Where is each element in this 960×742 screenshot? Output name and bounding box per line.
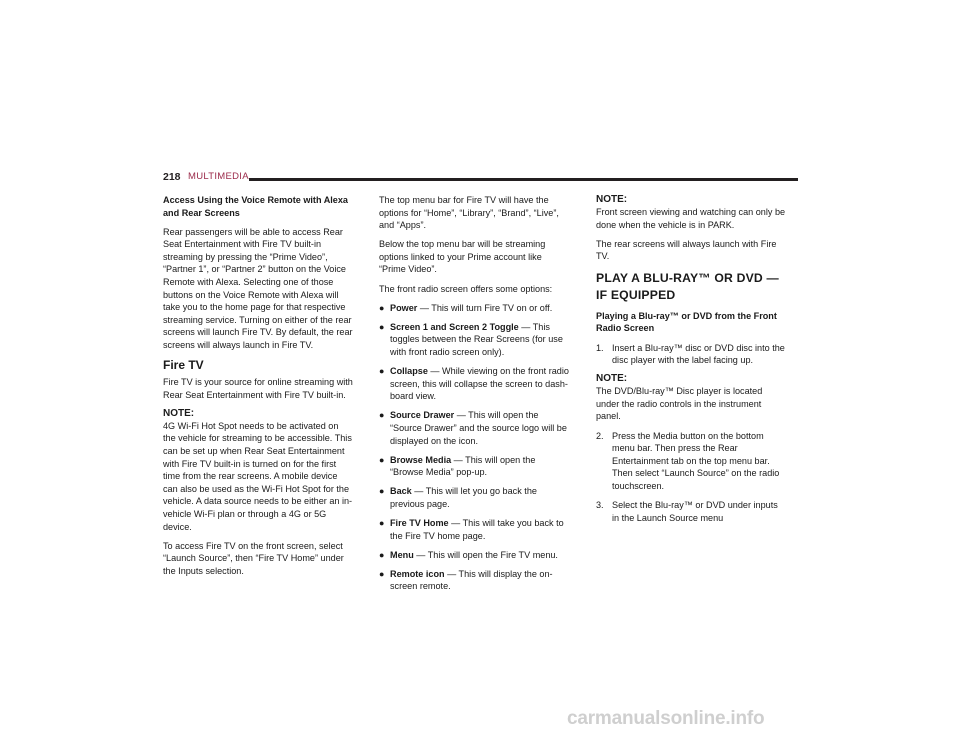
section-title: MULTIMEDIA — [188, 171, 249, 182]
step-item — [596, 499, 786, 524]
list-item-term: Collapse — [390, 366, 428, 377]
list-item-desc: — This will let you go back the previous page. — [390, 486, 537, 509]
step-text: Insert a Blu-ray™ disc or DVD disc into the disc player with the label facing up. — [612, 342, 785, 366]
bullet-icon: ● — [379, 454, 385, 465]
list-item — [379, 321, 569, 359]
list-item-term: Back — [390, 486, 412, 497]
note-text: The DVD/Blu-ray™ Disc player is located under the radio controls in the instrument panel. — [596, 386, 763, 422]
list-item-desc: — This will open the “Browse Media” pop-up. — [390, 454, 536, 478]
list-item-desc: — This toggles between the Rear Screens (for use with front radio screen only). — [390, 321, 563, 357]
list-item-term: Remote icon — [390, 568, 445, 579]
paragraph: To access Fire TV on the front screen, select “Launch Source”, then “Fire TV Home” under the Inputs selection. — [163, 540, 344, 576]
paragraph: Fire TV is your source for online streaming with Rear Seat Entertainment with Fire TV built-in. — [163, 377, 353, 400]
subsection-heading: Playing a Blu-ray™ or DVD from the Front Radio Screen — [596, 310, 777, 334]
column-right — [596, 194, 786, 531]
heading-line-1: PLAY A BLU-RAY™ OR DVD — — [596, 270, 779, 285]
step-number: 1. — [596, 342, 604, 353]
list-item — [379, 517, 569, 542]
list-item-term: Source Drawer — [390, 410, 455, 421]
subsection-heading: Access Using the Voice Remote with Alexa and Rear Screens — [163, 195, 348, 218]
list-item-desc: — This will open the Fire TV menu. — [413, 549, 558, 560]
note-text: 4G Wi-Fi Hot Spot needs to be activated on the vehicle for streaming to be accessible. This can be set up when Rear Seat Entertainment with Fire TV built-in is turned on for the first time from the rear screens. A mobile device can also be used as the Wi-Fi Hot Spot for the vehicle. A data source needs to be either an in-vehicle Wi-Fi plan or through a 4G or 5G device. — [163, 420, 353, 532]
list-item-desc: — While viewing on the front radio screen, this will collapse the screen to dash-board view. — [390, 366, 569, 402]
watermark-text: carmanualsonline.info — [567, 708, 765, 729]
paragraph: The front radio screen offers some options: — [379, 283, 553, 294]
step-item — [596, 430, 786, 493]
note-label: NOTE: — [596, 194, 628, 205]
step-text: Press the Media button on the bottom menu bar. Then press the Rear Entertainment tab on the top menu bar. Then select “Launch Source” on the radio touchscreen. — [612, 430, 780, 491]
paragraph: The top menu bar for Fire TV will have the options for “Home”, “Library”, “Brand”, “Live”, and “Apps”. — [379, 195, 559, 231]
list-item-desc: — This will open the “Source Drawer” and the source logo will be displayed on the icon. — [390, 410, 567, 446]
section-heading-play-bluray — [596, 270, 786, 304]
options-list — [379, 302, 569, 593]
bullet-icon: ● — [379, 549, 385, 560]
paragraph: Below the top menu bar will be streaming options linked to your Prime account like “Prime Video”. — [379, 239, 546, 275]
section-heading-fire-tv: Fire TV — [163, 358, 204, 373]
list-item-term: Power — [390, 302, 418, 313]
paragraph: The rear screens will always launch with Fire TV. — [596, 238, 777, 262]
list-item-term: Screen 1 and Screen 2 Toggle — [390, 321, 519, 332]
step-text: Select the Blu-ray™ or DVD under inputs in the Launch Source menu — [612, 500, 778, 523]
list-item — [379, 409, 569, 447]
note-label: NOTE: — [596, 373, 628, 385]
bullet-icon: ● — [379, 568, 385, 579]
note-text: Front screen viewing and watching can only be done when the vehicle is in PARK. — [596, 207, 786, 230]
paragraph: Rear passengers will be able to access Rear Seat Entertainment with Fire TV built-in streaming by pressing the “Prime Video”, “Partner 1”, or “Partner 2” button on the Voice Remote with Alexa. Selecting one of those buttons on the Voice Remote with Alexa will take you to the home page for that respective streaming service. Turning on either of the rear screens will launch Fire TV. By default, the rear screens will always launch in Fire TV. — [163, 226, 353, 351]
steps-list — [596, 342, 786, 367]
page-number: 218 — [163, 171, 181, 183]
list-item-term: Browse Media — [390, 454, 452, 465]
heading-line-2: IF EQUIPPED — [596, 287, 676, 302]
note-label: NOTE: — [163, 407, 195, 419]
column-middle — [379, 194, 569, 599]
list-item-desc: — This will display the on-screen remote. — [390, 568, 553, 592]
step-number: 2. — [596, 430, 604, 441]
list-item — [379, 549, 569, 562]
list-item — [379, 568, 569, 593]
column-left — [163, 194, 353, 584]
step-number: 3. — [596, 500, 604, 510]
list-item — [379, 485, 569, 510]
page-header — [163, 171, 798, 187]
bullet-icon: ● — [379, 321, 385, 332]
header-rule — [249, 178, 798, 181]
bullet-icon: ● — [379, 517, 385, 528]
list-item — [379, 365, 569, 403]
bullet-icon: ● — [379, 366, 385, 377]
steps-list — [596, 430, 786, 525]
step-item — [596, 342, 786, 367]
bullet-icon: ● — [379, 410, 385, 421]
list-item-desc: — This will take you back to the Fire TV home page. — [390, 517, 564, 541]
list-item — [379, 302, 569, 315]
list-item — [379, 454, 569, 479]
bullet-icon: ● — [379, 486, 385, 497]
list-item-desc: — This will turn Fire TV on or off. — [417, 302, 553, 313]
list-item-term: Fire TV Home — [390, 517, 449, 528]
bullet-icon: ● — [379, 302, 385, 313]
list-item-term: Menu — [390, 549, 414, 560]
